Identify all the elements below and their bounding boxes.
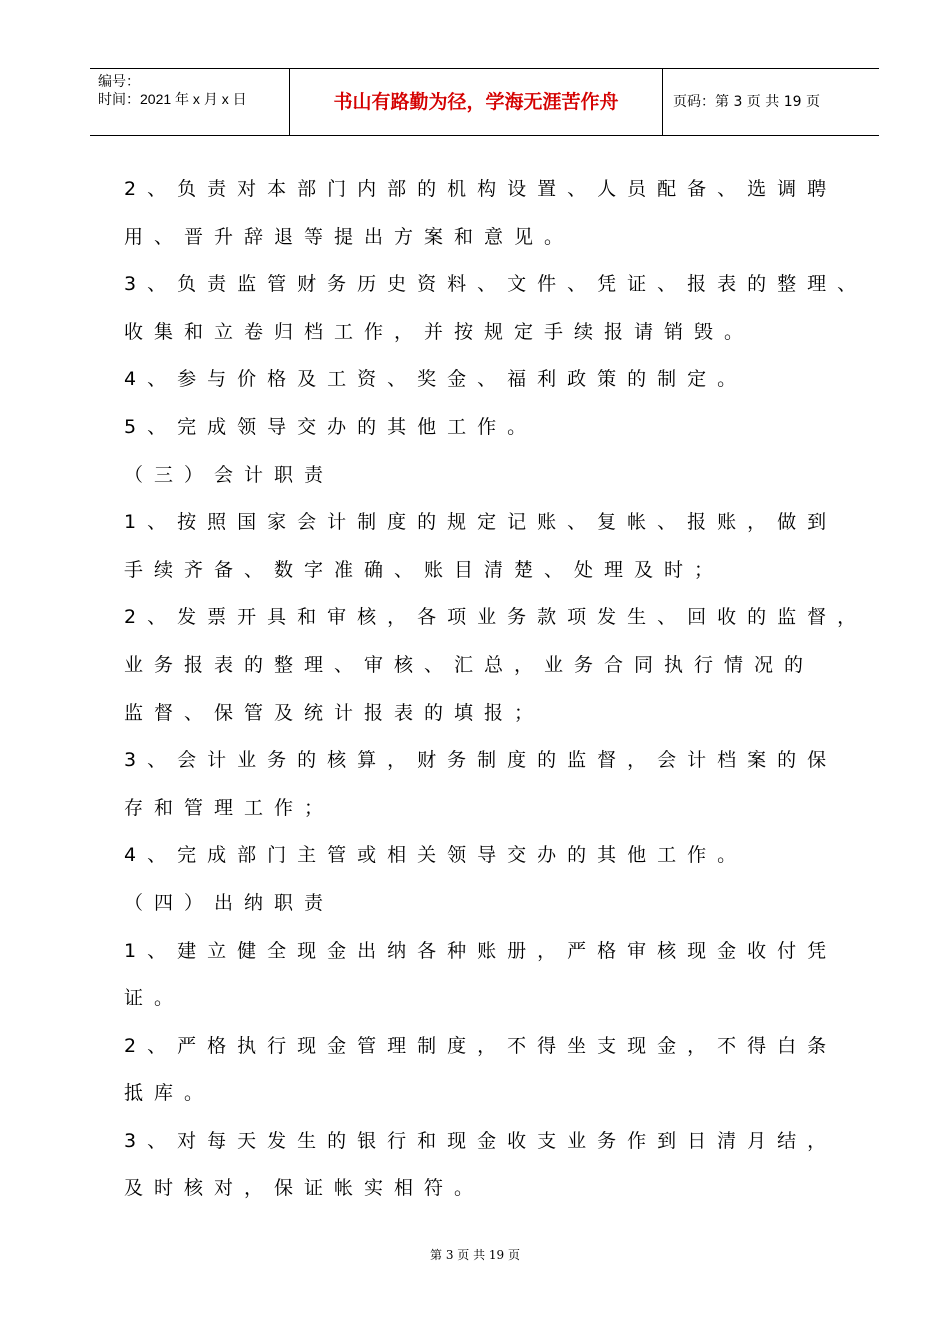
body-line: 1、按照国家会计制度的规定记账、复帐、报账，做到 — [124, 511, 838, 534]
body-line: 2、发票开具和审核，各项业务款项发生、回收的监督， — [124, 606, 868, 629]
body-line: 4、参与价格及工资、奖金、福利政策的制定。 — [124, 368, 748, 391]
header-motto: 书山有路勤为径，学海无涯苦作舟 — [290, 69, 663, 135]
body-line: 存和管理工作； — [124, 796, 335, 819]
body-line: 业务报表的整理、审核、汇总，业务合同执行情况的 — [124, 653, 815, 676]
header-page-number: 页码：第 3 页 共 19 页 — [673, 94, 820, 110]
body-line: 收集和立卷归档工作，并按规定手续报请销毁。 — [124, 320, 755, 343]
section-heading-accounting: （三）会计职责 — [124, 463, 335, 486]
page-footer: 第 3 页 共 19 页 — [430, 1248, 520, 1262]
document-number-label: 编号： — [98, 73, 140, 89]
body-line: 5、完成领导交办的其他工作。 — [124, 415, 538, 438]
body-line: 1、建立健全现金出纳各种账册，严格审核现金收付凭 — [124, 939, 838, 962]
body-line: 3、负责监管财务历史资料、文件、凭证、报表的整理、 — [124, 273, 868, 296]
document-body — [124, 166, 874, 1213]
page-header — [90, 68, 879, 136]
document-date-label: 时间：2021 年 x 月 x 日 — [98, 91, 247, 107]
body-line: 2、严格执行现金管理制度，不得坐支现金，不得白条 — [124, 1034, 838, 1057]
body-line: 证。 — [124, 987, 185, 1010]
body-line: 用、晋升辞退等提出方案和意见。 — [124, 225, 575, 248]
section-heading-cashier: （四）出纳职责 — [124, 891, 335, 914]
header-meta-cell — [90, 69, 290, 135]
body-line: 4、完成部门主管或相关领导交办的其他工作。 — [124, 844, 748, 867]
body-line: 监督、保管及统计报表的填报； — [124, 701, 545, 724]
body-line: 2、负责对本部门内部的机构设置、人员配备、选调聘 — [124, 178, 838, 200]
body-line: 3、会计业务的核算，财务制度的监督，会计档案的保 — [124, 749, 838, 772]
body-line: 抵库。 — [124, 1082, 215, 1105]
body-line: 及时核对，保证帐实相符。 — [124, 1177, 485, 1200]
body-line: 手续齐备、数字准确、账目清楚、处理及时； — [124, 558, 725, 581]
body-line: 3、对每天发生的银行和现金收支业务作到日清月结， — [124, 1129, 838, 1152]
